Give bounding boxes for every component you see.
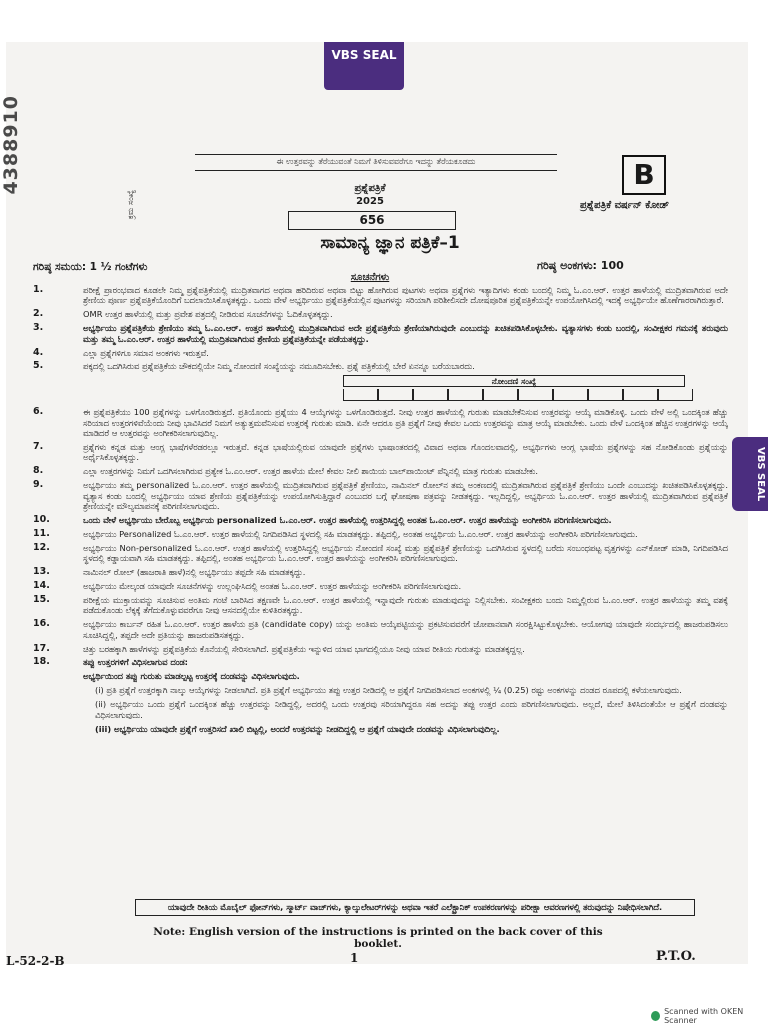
page-number: 1: [350, 951, 359, 965]
header-rule-top: [195, 154, 557, 155]
item-number: 6.: [33, 406, 44, 418]
item-number: 17.: [33, 642, 50, 654]
scanner-logo-icon: [651, 1011, 660, 1021]
instruction-item: [33, 309, 728, 319]
register-cell[interactable]: [623, 389, 658, 401]
time-allowed: ಗರಿಷ್ಠ ಸಮಯ: 1 ½ ಗಂಟೆಗಳು: [33, 261, 148, 273]
instruction-item: [33, 323, 728, 344]
item-text: ಅಭ್ಯರ್ಥಿಯು ತಮ್ಮ personalized ಓ.ಎಂ.ಆರ್. ಉತ್ತರ ಹಾಳೆಯಲ್ಲಿ ಮುದ್ರಿತವಾಗಿರುವ ಪ್ರಶ್ನೆಪತ್ರಿಕೆ ಶ್ರೇಣಿಯು, ನಾಮಿನಲ್ ರೋಲ್‌ನ ತಮ್ಮ ಅಂಕಣದಲ್ಲಿ ಮುದ್ರಿತವಾಗಿರುವ ಪ್ರಶ್ನೆಪತ್ರಿಕೆ ಶ್ರೇಣಿಯು ಒಂದೇ ಎಂಬುದನ್ನು ಖಚಿತಪಡಿಸಿಕೊಳ್ಳತಕ್ಕದ್ದು. ವ್ಯತ್ಯಾಸ ಕಂಡು ಬಂದಲ್ಲಿ ಅಭ್ಯರ್ಥಿಯು ಯಾವ ಶ್ರೇಣಿಯ ಪ್ರಶ್ನೆಪತ್ರಿಕೆಯನ್ನು ಉಪಯೋಗಿಸುತ್ತಿದ್ದಾರೆ ಎಂಬುದರ ಬಗ್ಗೆ ಘೋಷಣಾ ಪತ್ರವನ್ನು ನೀಡತಕ್ಕದ್ದು. ಇಲ್ಲದಿದ್ದಲ್ಲಿ, ಅಭ್ಯರ್ಥಿಯ ಓ.ಎಂ.ಆರ್. ಉತ್ತರ ಹಾಳೆಯಲ್ಲಿ ಮುದ್ರಿತವಾಗಿರುವ ಪ್ರಶ್ನೆಪತ್ರಿಕೆ ಶ್ರೇಣಿಯನ್ನೇ ಮೌಲ್ಯಮಾಪನಕ್ಕೆ ಪರಿಗಣಿಸಲಾಗುವುದು.: [83, 480, 728, 512]
instruction-item: [33, 407, 728, 438]
paper-title: ಸಾಮಾನ್ಯ ಜ್ಞಾನ ಪತ್ರಿಕೆ–1: [320, 233, 460, 253]
item-text: ಪರೀಕ್ಷೆಯ ಮುಕ್ತಾಯವನ್ನು ಸೂಚಿಸುವ ಅಂತಿಮ ಗಂಟೆ ಬಾರಿಸಿದ ತಕ್ಷಣವೇ ಓ.ಎಂ.ಆರ್. ಉತ್ತರ ಹಾಳೆಯಲ್ಲಿ ಇನ್ನಾವುದೇ ಗುರುತು ಮಾಡುವುದನ್ನು ನಿಲ್ಲಿಸಬೇಕು. ಸಂವೀಕ್ಷಕರು ಬಂದು ನಿಮ್ಮಲ್ಲಿರುವ ಓ.ಎಂ.ಆರ್. ಉತ್ತರ ಹಾಳೆಯನ್ನು ತಮ್ಮ ವಶಕ್ಕೆ ಪಡೆದುಕೊಂಡು ಲೆಕ್ಕಕ್ಕೆ ತೆಗೆದುಕೊಳ್ಳುವವರೆಗೂ ನೀವು ಆಸನದಲ್ಲಿಯೇ ಕುಳಿತಿರತಕ್ಕದ್ದು.: [83, 594, 728, 616]
instruction-item: [33, 595, 728, 616]
register-cell[interactable]: [553, 389, 588, 401]
side-mark: ಕ್ರಮ ಸಂಖ್ಯೆ: [126, 190, 135, 220]
register-cell[interactable]: [343, 389, 378, 401]
item-number: 9.: [33, 479, 44, 491]
item-text: ಒಂದು ವೇಳೆ ಅಭ್ಯರ್ಥಿಯು ಬೇರೊಬ್ಬ ಅಭ್ಯರ್ಥಿಯ personalized ಓ.ಎಂ.ಆರ್. ಉತ್ತರ ಹಾಳೆಯಲ್ಲಿ ಉತ್ತರಿಸಿದ್ದಲ್ಲಿ ಅಂತಹ ಓ.ಎಂ.ಆರ್. ಉತ್ತರ ಹಾಳೆಯನ್ನು ಅಂಗೀಕರಿಸಿ ಪರಿಗಣಿಸಲಾಗುವುದು.: [83, 515, 612, 525]
item-number: 1.: [33, 284, 44, 295]
english-version-note: Note: English version of the instructions is printed on the back cover of this booklet.: [153, 926, 603, 950]
item-text: ಈ ಪ್ರಶ್ನೆಪತ್ರಿಕೆಯು 100 ಪ್ರಶ್ನೆಗಳನ್ನು ಒಳಗೊಂಡಿರುತ್ತದೆ. ಪ್ರತಿಯೊಂದು ಪ್ರಶ್ನೆಯು 4 ಆಯ್ಕೆಗಳನ್ನು ಒಳಗೊಂಡಿರುತ್ತದೆ. ನೀವು ಉತ್ತರ ಹಾಳೆಯಲ್ಲಿ ಗುರುತು ಮಾಡಬೇಕೆನಿಸುವ ಉತ್ತರವನ್ನು ಆಯ್ಕೆ ಮಾಡಿಕೊಳ್ಳಿ. ಒಂದು ವೇಳೆ ಅಲ್ಲಿ ಒಂದಕ್ಕಿಂತ ಹೆಚ್ಚು ಸರಿಯಾದ ಉತ್ತರಗಳಿವೆಯೆಂದು ನೀವು ಭಾವಿಸಿದರೆ ನಿಮಗೆ ಅತ್ಯುತ್ತಮವೆನಿಸುವ ಉತ್ತರಕ್ಕೆ ಗುರುತು ಮಾಡಿ. ಏನೇ ಆದರೂ ಪ್ರತಿ ಪ್ರಶ್ನೆಗೆ ನೀವು ಕೇವಲ ಒಂದು ಉತ್ತರವನ್ನು ಮಾತ್ರ ಆಯ್ಕೆ ಮಾಡಬೇಕು. ಒಂದು ವೇಳೆ ಒಂದಕ್ಕಿಂತ ಹೆಚ್ಚಿನ ಉತ್ತರಗಳನ್ನು ಆಯ್ಕೆ ಮಾಡಿದರೆ ಆ ಉತ್ತರವನ್ನು ಅಂಗೀಕರಿಸಲಾಗುವುದಿಲ್ಲ.: [83, 407, 728, 439]
item-text: ತಪ್ಪು ಉತ್ತರಗಳಿಗೆ ವಿಧಿಸಲಾಗುವ ದಂಡ:: [83, 657, 188, 668]
register-cell[interactable]: [448, 389, 483, 401]
item-number: 3.: [33, 322, 44, 334]
item-number: 4.: [33, 346, 44, 358]
item-text: ಅಭ್ಯರ್ಥಿಯು Personalized ಓ.ಎಂ.ಆರ್. ಉತ್ತರ ಹಾಳೆಯಲ್ಲಿ ನಿಗದಿಪಡಿಸಿದ ಸ್ಥಳದಲ್ಲಿ ಸಹಿ ಮಾಡತಕ್ಕದ್ದು. ತಪ್ಪಿದಲ್ಲಿ, ಅಂತಹ ಅಭ್ಯರ್ಥಿಯ ಓ.ಎಂ.ಆರ್. ಉತ್ತರ ಹಾಳೆಯನ್ನು ಅಂಗೀಕರಿಸಿ ಪರಿಗಣಿಸಲಾಗುವುದು.: [83, 528, 638, 539]
item-text: ಅಭ್ಯರ್ಥಿಯು ಪ್ರಶ್ನೆಪತ್ರಿಕೆಯ ಶ್ರೇಣಿಯು ತಮ್ಮ ಓ.ಎಂ.ಆರ್. ಉತ್ತರ ಹಾಳೆಯಲ್ಲಿ ಮುದ್ರಿತವಾಗಿರುವ ಅದೇ ಪ್ರಶ್ನೆಪತ್ರಿಕೆಯ ಶ್ರೇಣಿಯಾಗಿರುವುದೇ ಎಂಬುದನ್ನು ಖಚಿತಪಡಿಸಿಕೊಳ್ಳಬೇಕು. ವ್ಯತ್ಯಾಸಗಳು ಕಂಡು ಬಂದಲ್ಲಿ, ಸಂವೀಕ್ಷಕರ ಗಮನಕ್ಕೆ ತರುವುದು ಮತ್ತು ತಮ್ಮ ಓ.ಎಂ.ಆರ್. ಉತ್ತರ ಹಾಳೆಯಲ್ಲಿ ಮುದ್ರಿತವಾಗಿರುವ ಶ್ರೇಣಿಯ ಪ್ರಶ್ನೆಪತ್ರಿಕೆಯನ್ನೇ ಪಡೆಯತಕ್ಕದ್ದು.: [83, 323, 728, 344]
item-number: 8.: [33, 465, 44, 477]
item-text: ಎಲ್ಲಾ ಉತ್ತರಗಳನ್ನು ನಿಮಗೆ ಒದಗಿಸಲಾಗಿರುವ ಪ್ರತ್ಯೇಕ ಓ.ಎಂ.ಆರ್. ಉತ್ತರ ಹಾಳೆಯ ಮೇಲೆ ಕೇವಲ ನೀಲಿ ಶಾಯಿಯ ಬಾಲ್‌ಪಾಯಿಂಟ್ ಪೆನ್ನಿನಲ್ಲಿ ಮಾತ್ರ ಗುರುತು ಮಾಡಬೇಕು.: [83, 466, 538, 477]
item-number: 11.: [33, 527, 50, 539]
instruction-item: [33, 442, 728, 463]
instruction-item: [33, 466, 728, 476]
instruction-item: [33, 285, 728, 306]
item-text: ಅಭ್ಯರ್ಥಿಯು ಕಾರ್ಬನ್ ರಹಿತ ಓ.ಎಂ.ಆರ್. ಉತ್ತರ ಹಾಳೆಯ ಪ್ರತಿ (candidate copy) ಯನ್ನು ಅಂತಿಮ ಆಯ್ಕೆಪಟ್ಟಿಯನ್ನು ಪ್ರಕಟಿಸುವವರೆಗೆ ಜೋಪಾನವಾಗಿ ಸಂರಕ್ಷಿಸಿಟ್ಟುಕೊಳ್ಳಬೇಕು. ಆಯೋಗವು ಯಾವುದೇ ಸಂದರ್ಭದಲ್ಲಿ ಹಾಜರುಪಡಿಸಲು ಸೂಚಿಸಿದ್ದಲ್ಲಿ, ತಪ್ಪದೇ ಅದೇ ಪ್ರತಿಯನ್ನು ಹಾಜರುಪಡಿಸತಕ್ಕದ್ದು.: [83, 619, 728, 640]
instruction-item: [33, 361, 728, 371]
instructions-list: [33, 285, 728, 737]
item-number: 18.: [33, 656, 50, 668]
instruction-item: [33, 480, 728, 511]
item-number: 5.: [33, 360, 44, 372]
seal-side: VBS SEAL: [732, 437, 768, 511]
register-number-label: ನೋಂದಣಿ ಸಂಖ್ಯೆ: [343, 375, 685, 387]
penalty-i: (i) ಪ್ರತಿ ಪ್ರಶ್ನೆಗೆ ಉತ್ತರಕ್ಕಾಗಿ ನಾಲ್ಕು ಆಯ್ಕೆಗಳನ್ನು ನೀಡಲಾಗಿದೆ. ಪ್ರತಿ ಪ್ರಶ್ನೆಗೆ ಅಭ್ಯರ್ಥಿಯು ತಪ್ಪು ಉತ್ತರ ನೀಡಿದಲ್ಲಿ ಆ ಪ್ರಶ್ನೆಗೆ ನಿಗದಿಪಡಿಸಲಾದ ಅಂಕಗಳಲ್ಲಿ ¼ (0.25) ರಷ್ಟು ಅಂಕಗಳನ್ನು ದಂಡದ ರೂಪದಲ್ಲಿ ಕಳೆಯಲಾಗುವುದು.: [95, 685, 682, 696]
item-text: ಅಭ್ಯರ್ಥಿಯು ಮೇಲ್ಕಂಡ ಯಾವುದೇ ಸೂಚನೆಗಳನ್ನು ಉಲ್ಲಂಘಿಸಿದಲ್ಲಿ ಅಂತಹ ಓ.ಎಂ.ಆರ್. ಉತ್ತರ ಹಾಳೆಯನ್ನು ಅಂಗೀಕರಿಸಿ ಪರಿಗಣಿಸಲಾಗುವುದು.: [83, 581, 462, 592]
max-marks: ಗರಿಷ್ಠ ಅಂಕಗಳು: 100: [537, 259, 624, 272]
footer-code: L-52-2-B: [6, 954, 65, 968]
register-cell[interactable]: [658, 389, 693, 401]
pto-label: P.T.O.: [656, 949, 696, 964]
instructions-heading: ಸೂಚನೆಗಳು: [350, 272, 390, 283]
item-number: 10.: [33, 514, 50, 525]
register-cell[interactable]: [518, 389, 553, 401]
penalty-iii: (iii) ಅಭ್ಯರ್ಥಿಯು ಯಾವುದೇ ಪ್ರಶ್ನೆಗೆ ಉತ್ತರಿಸದೆ ಖಾಲಿ ಬಿಟ್ಟಲ್ಲಿ, ಅಂದರೆ ಉತ್ತರವನ್ನು ನೀಡದಿದ್ದಲ್ಲಿ ಆ ಪ್ರಶ್ನೆಗೆ ಯಾವುದೇ ದಂಡವನ್ನು ವಿಧಿಸಲಾಗುವುದಿಲ್ಲ.: [95, 723, 500, 734]
item-text: ಪರೀಕ್ಷೆ ಪ್ರಾರಂಭವಾದ ಕೂಡಲೇ ನಿಮ್ಮ ಪ್ರಶ್ನೆಪತ್ರಿಕೆಯಲ್ಲಿ ಮುದ್ರಿತವಾಗದ ಅಥವಾ ಹರಿದಿರುವ ಅಥವಾ ಬಿಟ್ಟು ಹೋಗಿರುವ ಪುಟಗಳು ಅಥವಾ ಪ್ರಶ್ನೆಗಳು ಇತ್ಯಾದಿಗಳು ಕಂಡು ಬಂದಲ್ಲಿ ನಿಮ್ಮ ಓ.ಎಂ.ಆರ್. ಉತ್ತರ ಹಾಳೆಯಲ್ಲಿ ಮುದ್ರಿತವಾಗಿರುವ ಅದೇ ಶ್ರೇಣಿಯ ಪೂರ್ಣ ಪ್ರಶ್ನೆಪತ್ರಿಕೆಯೊಂದಿಗೆ ಬದಲಾಯಿಸಿಕೊಳ್ಳತಕ್ಕದ್ದು. ಒಂದು ವೇಳೆ ಅಭ್ಯರ್ಥಿಯು ಪ್ರಶ್ನೆಪತ್ರಿಕೆಯಲ್ಲಿನ ಪುಟಗಳನ್ನು ಸರಿಯಾಗಿ ಪರಿಶೀಲಿಸದೇ ದೋಷಪೂರಿತ ಪ್ರಶ್ನೆಪತ್ರಿಕೆಯನ್ನೇ ಉಪಯೋಗಿಸಿದಲ್ಲಿ ಇದಕ್ಕೆ ಅಭ್ಯರ್ಥಿಯೇ ಹೊಣೆಗಾರರಾಗಿರುತ್ತಾರೆ.: [83, 285, 728, 306]
instruction-item: [33, 567, 728, 577]
electronic-devices-warning: ಯಾವುದೇ ರೀತಿಯ ಮೊಬೈಲ್ ಫೋನ್‌ಗಳು, ಸ್ಮಾರ್ಟ್ ವಾಚ್‌ಗಳು, ಕ್ಯಾಲ್ಕುಲೇಟರ್‌ಗಳನ್ನು ಅಥವಾ ಇತರೆ ಎಲೆಕ್ಟ್ರಾನಿಕ್ ಉಪಕರಣಗಳನ್ನು ಪರೀಕ್ಷಾ ಆವರಣಗಳಲ್ಲಿ ತರುವುದನ್ನು ನಿಷೇಧಿಸಲಾಗಿದೆ.: [135, 899, 695, 916]
item-number: 13.: [33, 566, 50, 578]
scanner-text: Scanned with OKEN Scanner: [664, 1007, 744, 1025]
item-text: ಪ್ರಶ್ನೆಗಳು ಕನ್ನಡ ಮತ್ತು ಆಂಗ್ಲ ಭಾಷೆಗಳೆರಡರಲ್ಲೂ ಇರುತ್ತವೆ. ಕನ್ನಡ ಭಾಷೆಯಲ್ಲಿರುವ ಯಾವುದೇ ಪ್ರಶ್ನೆಗಳು ಭಾಷಾಂತರದಲ್ಲಿ ವಿವಾದ ಅಥವಾ ಗೊಂದಲವಾದಲ್ಲಿ, ಅಭ್ಯರ್ಥಿಗಳು ಆಂಗ್ಲ ಭಾಷೆಯ ಪ್ರಶ್ನೆಗಳನ್ನು ಸಹ ನೋಡಿಕೊಂಡು ಪ್ರಶ್ನೆಯನ್ನು ಅರ್ಥೈಸಿಕೊಳ್ಳತಕ್ಕದ್ದು.: [83, 442, 728, 463]
item-text: ಅಭ್ಯರ್ಥಿಯು Non-personalized ಓ.ಎಂ.ಆರ್. ಉತ್ತರ ಹಾಳೆಯಲ್ಲಿ ಉತ್ತರಿಸಿದ್ದಲ್ಲಿ ಅಭ್ಯರ್ಥಿಯ ನೋಂದಣಿ ಸಂಖ್ಯೆ ಮತ್ತು ಪ್ರಶ್ನೆಪತ್ರಿಕೆ ಶ್ರೇಣಿಯನ್ನು ಒದಗಿಸಿರುವ ಸ್ಥಳದಲ್ಲಿ ಬರೆದು ಸಂಬಂಧಪಟ್ಟ ವೃತ್ತಗಳನ್ನು ಎನ್‌ಕೋಡ್ ಮಾಡಿ, ನಿಗದಿಪಡಿಸಿದ ಸ್ಥಳದಲ್ಲಿ ಕಡ್ಡಾಯವಾಗಿ ಸಹಿ ಮಾಡತಕ್ಕದ್ದು. ತಪ್ಪಿದಲ್ಲಿ, ಅಂತಹ ಅಭ್ಯರ್ಥಿಯ ಓ.ಎಂ.ಆರ್. ಉತ್ತರ ಹಾಳೆಯನ್ನು ಅಂಗೀಕರಿಸಿ ಪರಿಗಣಿಸಲಾಗುವುದು.: [83, 542, 728, 564]
booklet-version-label: ಪ್ರಶ್ನೆಪತ್ರಿಕೆ ವರ್ಷನ್ ಕೋಡ್: [580, 200, 670, 211]
item-number: 7.: [33, 441, 44, 453]
item-text: ಎಲ್ಲಾ ಪ್ರಶ್ನೆಗಳಿಗೂ ಸಮಾನ ಅಂಕಗಳು ಇರುತ್ತವೆ.: [83, 347, 209, 358]
register-number-box: [33, 375, 728, 401]
item-text: OMR ಉತ್ತರ ಹಾಳೆಯಲ್ಲಿ ಮತ್ತು ಪ್ರವೇಶ ಪತ್ರದಲ್ಲಿ ನೀಡಿರುವ ಸೂಚನೆಗಳನ್ನು ಓದಿಕೊಳ್ಳತಕ್ಕದ್ದು.: [83, 309, 333, 320]
paper-code: 656: [288, 211, 456, 230]
question-paper-label: ಪ್ರಶ್ನೆಪತ್ರಿಕೆ: [354, 183, 386, 194]
item-text: ಪಕ್ಕದಲ್ಲಿ ಒದಗಿಸಿರುವ ಪ್ರಶ್ನೆಪತ್ರಿಕೆಯ ಚೌಕದಲ್ಲಿಯೇ ನಿಮ್ಮ ನೋಂದಣಿ ಸಂಖ್ಯೆಯನ್ನು ನಮೂದಿಸಬೇಕು. ಪ್ರಶ್ನೆ ಪತ್ರಿಕೆಯಲ್ಲಿ ಬೇರೆ ಏನನ್ನೂ ಬರೆಯಬಾರದು.: [83, 361, 475, 372]
header-notice: ಈ ಉತ್ತರವನ್ನು ತೆರೆಯುವಂತೆ ನಿಮಗೆ ತಿಳಿಸುವವರೆಗೂ ಇದನ್ನು ತೆರೆಯಕೂಡದು: [276, 157, 476, 166]
instruction-item: [33, 644, 728, 654]
item-number: 14.: [33, 580, 50, 592]
item-number: 15.: [33, 593, 50, 605]
instruction-item: [33, 657, 728, 667]
instruction-item: [33, 348, 728, 358]
item-number: 12.: [33, 541, 50, 553]
serial-number: 4388910: [0, 95, 22, 195]
item-text: ನಾಮಿನಲ್ ರೋಲ್ (ಹಾಜರಾತಿ ಹಾಳೆ)ನಲ್ಲಿ ಅಭ್ಯರ್ಥಿಯು ತಪ್ಪದೇ ಸಹಿ ಮಾಡತಕ್ಕದ್ದು.: [83, 567, 306, 578]
instruction-item: [33, 515, 728, 525]
item-number: 16.: [33, 618, 50, 630]
penalty-intro: ಅಭ್ಯರ್ಥಿಯಿಂದ ತಪ್ಪು ಗುರುತು ಮಾಡಲ್ಪಟ್ಟ ಉತ್ತರಕ್ಕೆ ದಂಡವನ್ನು ವಿಧಿಸಲಾಗುವುದು.: [83, 671, 300, 682]
register-cell[interactable]: [483, 389, 518, 401]
item-text: ಚಿತ್ತು ಬರಹಕ್ಕಾಗಿ ಹಾಳೆಗಳನ್ನು ಪ್ರಶ್ನೆಪತ್ರಿಕೆಯ ಕೊನೆಯಲ್ಲಿ ಸೇರಿಸಲಾಗಿದೆ. ಪ್ರಶ್ನೆಪತ್ರಿಕೆಯ ಇನ್ನುಳಿದ ಯಾವ ಭಾಗದಲ್ಲಿಯೂ ನೀವು ಯಾವ ರೀತಿಯ ಗುರುತನ್ನು ಮಾಡತಕ್ಕದ್ದಲ್ಲ.: [83, 643, 525, 654]
scanner-watermark: [651, 1007, 768, 1025]
booklet-version-box: B: [622, 155, 666, 195]
instruction-item: [33, 543, 728, 564]
seal-top: VBS SEAL: [324, 42, 404, 90]
exam-year: 2025: [356, 196, 384, 207]
instruction-item: [33, 619, 728, 640]
register-number-cells[interactable]: [343, 389, 728, 401]
header-rule-bottom: [195, 170, 557, 171]
item-number: 2.: [33, 308, 44, 320]
instruction-item: [33, 581, 728, 591]
register-cell[interactable]: [378, 389, 413, 401]
penalty-ii: (ii) ಅಭ್ಯರ್ಥಿಯು ಒಂದು ಪ್ರಶ್ನೆಗೆ ಒಂದಕ್ಕಿಂತ ಹೆಚ್ಚು ಉತ್ತರವನ್ನು ನೀಡಿದ್ದಲ್ಲಿ, ಅದರಲ್ಲಿ ಒಂದು ಉತ್ತರವು ಸರಿಯಾಗಿದ್ದರೂ ಸಹ ಅದನ್ನು ತಪ್ಪು ಉತ್ತರ ಎಂದು ಪರಿಗಣಿಸಲಾಗುವುದು. ಅಲ್ಲದೆ, ಮೇಲೆ ತಿಳಿಸಿದಂತೆಯೇ ಆ ಪ್ರಶ್ನೆಗೆ ದಂಡವನ್ನು ವಿಧಿಸಲಾಗುವುದು.: [95, 699, 728, 720]
register-cell[interactable]: [413, 389, 448, 401]
instruction-item: [33, 529, 728, 539]
register-cell[interactable]: [588, 389, 623, 401]
